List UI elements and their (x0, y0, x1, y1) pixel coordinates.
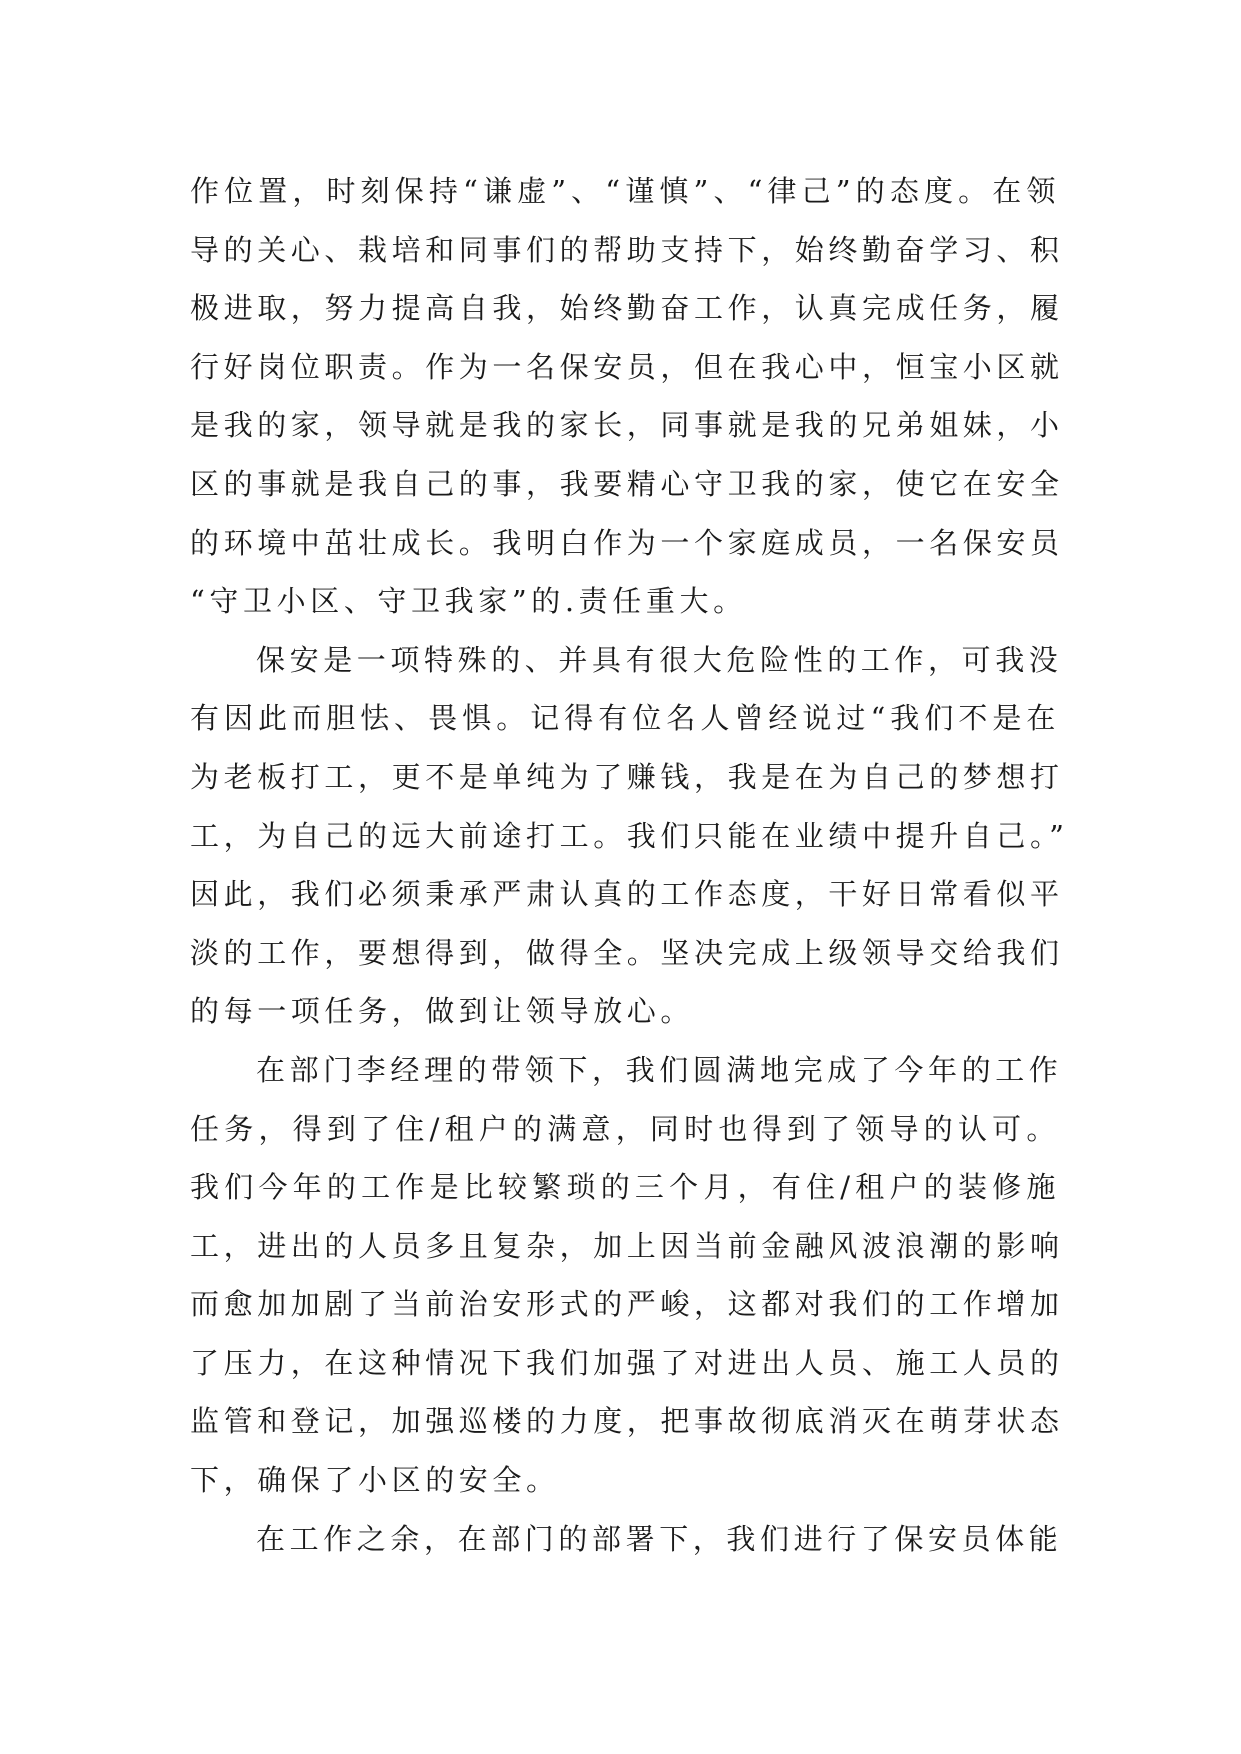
text-line: 而愈加加剧了当前治安形式的严峻，这都对我们的工作增加 (190, 1287, 1064, 1322)
text-line: 在工作之余，在部门的部署下，我们进行了保安员体能 (256, 1521, 1063, 1556)
text-line: 有因此而胆怯、畏惧。记得有位名人曾经说过“我们不是在 (190, 701, 1060, 736)
text-line: 工，进出的人员多且复杂，加上因当前金融风波浪潮的影响 (190, 1228, 1064, 1263)
paragraph-1 (190, 162, 1064, 631)
text-line: 任务，得到了住/租户的满意，同时也得到了领导的认可。 (190, 1111, 1060, 1146)
text-line: 行好岗位职责。作为一名保安员，但在我心中，恒宝小区就 (190, 349, 1064, 384)
paragraph-2 (190, 631, 1069, 1041)
text-line: 我们今年的工作是比较繁琐的三个月，有住/租户的装修施 (190, 1170, 1060, 1205)
document-body (190, 162, 1069, 1568)
text-line: 监管和登记，加强巡楼的力度，把事故彻底消灭在萌芽状态 (190, 1404, 1064, 1439)
text-line: 保安是一项特殊的、并具有很大危险性的工作，可我没 (256, 642, 1063, 677)
text-line: 因此，我们必须秉承严肃认真的工作态度，干好日常看似平 (190, 877, 1064, 912)
text-line: 作位置，时刻保持“谦虚”、“谨慎”、“律己”的态度。在领 (190, 174, 1060, 208)
text-line: 的环境中茁壮成长。我明白作为一个家庭成员，一名保安员 (190, 525, 1064, 560)
text-line: 在部门李经理的带领下，我们圆满地完成了今年的工作 (256, 1052, 1063, 1087)
text-line: 了压力，在这种情况下我们加强了对进出人员、施工人员的 (190, 1345, 1064, 1380)
paragraph-4 (190, 1510, 1063, 1569)
text-line: “守卫小区、守卫我家”的.责任重大。 (190, 584, 747, 619)
text-line: 导的关心、栽培和同事们的帮助支持下，始终勤奋学习、积 (190, 232, 1064, 267)
text-line: 下，确保了小区的安全。 (190, 1463, 560, 1498)
text-line: 区的事就是我自己的事，我要精心守卫我的家，使它在安全 (190, 466, 1064, 501)
paragraph-3 (190, 1041, 1064, 1510)
text-line: 淡的工作，要想得到，做得全。坚决完成上级领导交给我们 (190, 935, 1064, 970)
text-line: 极进取，努力提高自我，始终勤奋工作，认真完成任务，履 (190, 291, 1064, 326)
text-line: 的每一项任务，做到让领导放心。 (190, 994, 695, 1029)
text-line: 工，为自己的远大前途打工。我们只能在业绩中提升自己。” (190, 818, 1069, 853)
text-line: 为老板打工，更不是单纯为了赚钱，我是在为自己的梦想打 (190, 759, 1064, 794)
text-line: 是我的家，领导就是我的家长，同事就是我的兄弟姐妹，小 (190, 408, 1064, 443)
